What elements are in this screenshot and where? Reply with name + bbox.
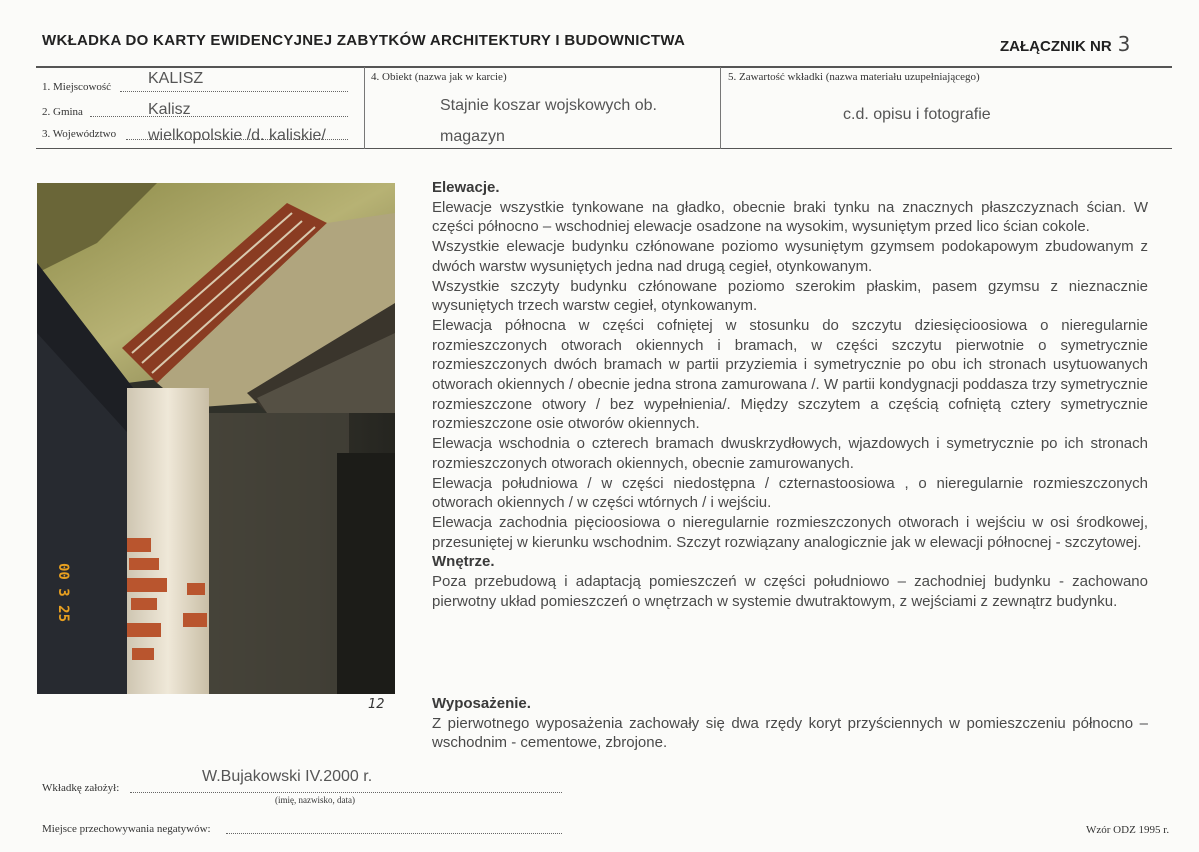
voivodeship-label: 3. Województwo xyxy=(42,128,117,140)
header-bottom-rule xyxy=(36,148,1172,149)
annex-label xyxy=(1000,32,1130,56)
author-label: Wkładkę założył: xyxy=(42,782,120,794)
negatives-label: Miejsce przechowywania negatywów: xyxy=(42,823,211,835)
photo-date-stamp: 00 3 25 xyxy=(55,563,71,623)
equipment-paragraph: Z pierwotnego wyposażenia zachowały się dwa rzędy koryt przyściennych w pomieszczeniu północno – wschodnim - cementowe, zbrojone. xyxy=(432,714,1148,752)
elevations-heading: Elewacje. xyxy=(432,179,500,196)
elevations-paragraph-4: Elewacja północna w części cofniętej w stosunku do szczytu dziesięcioosiowa o nieregularnie rozmieszczonych otworach okiennych i bramach, w części szczytu pierwotnie o symetrycznie rozmieszczonych dwóch bramach w partii przyziemia i symetrycznie po obu ich stronach usytuowanych otworach okiennych / obecnie jedna strona zamurowana /. W partii kondygnacji poddasza trzy symetrycznie rozmieszczone otwory / bez wypełnienia/. Między szczytem a częścią cofniętą cztery symetrycznie rozmieszczone osie otworów okiennych. xyxy=(432,316,1148,433)
content-label: 5. Zawartość wkładki (nazwa materiału uzupełniającego) xyxy=(728,71,980,83)
elevations-paragraph-5: Elewacja wschodnia o czterech bramach dwuskrzydłowych, wjazdowych i symetrycznie po ich stronach rozmieszczonych otworach okiennych, obecnie zamurowanych. xyxy=(432,435,1148,472)
photo-number: 12 xyxy=(368,697,385,712)
elevations-paragraph-2: Wszystkie elewacje budynku człónowane poziomo wysuniętym gzymsem podokapowym zbudowanym z dwóch warstw wysuniętych jedna nad drugą cegieł, otynkowanym. xyxy=(432,238,1148,275)
form-code: Wzór ODZ 1995 r. xyxy=(1086,824,1170,836)
elevations-paragraph-1: Elewacje wszystkie tynkowane na gładko, obecnie braki tynku na znacznych płaszczyznach ścian. W części północno – wschodniej elewacje osadzone na wysokim, wysuniętym przed lico ścian cokole. xyxy=(432,198,1148,236)
object-value-line2: magazyn xyxy=(440,128,505,145)
header-top-rule xyxy=(36,66,1172,68)
interior-heading: Wnętrze. xyxy=(432,553,495,571)
commune-value: Kalisz xyxy=(148,101,191,118)
column-divider-1 xyxy=(364,67,365,149)
elevations-paragraph-7: Elewacja zachodnia pięcioosiowa o nieregularnie rozmieszczonych otworach i wejściu w osi środkowej, przesuniętej w kierunku wschodnim. Szczyt rozwiązany analogicznie jak w elewacji północnej - szczytowej. xyxy=(432,513,1148,551)
author-value: W.Bujakowski IV.2000 r. xyxy=(202,768,373,785)
interior-photo-graphic xyxy=(37,183,395,694)
column-divider-2 xyxy=(720,67,721,149)
voivodeship-value: wielkopolskie /d. kaliskie/ xyxy=(148,127,326,144)
locality-label: 1. Miejscowość xyxy=(42,81,112,93)
annex-number: 3 xyxy=(1117,32,1131,56)
content-value: c.d. opisu i fotografie xyxy=(843,106,991,123)
object-label: 4. Obiekt (nazwa jak w karcie) xyxy=(371,71,507,83)
interior-paragraph: Poza przebudową i adaptacją pomieszczeń w części południowo – zachodniej budynku - zachowano pierwotny układ pomieszczeń o wnętrzach w systemie dwutraktowym, z wejściami z zewnątrz budynku. xyxy=(432,573,1148,610)
author-dots xyxy=(130,792,562,793)
locality-dots xyxy=(120,91,348,92)
document-title: WKŁADKA DO KARTY EWIDENCYJNEJ ZABYTKÓW ARCHITEKTURY I BUDOWNICTWA xyxy=(42,32,686,49)
author-hint: (imię, nazwisko, data) xyxy=(275,795,355,805)
equipment-section xyxy=(432,694,1148,753)
commune-dots xyxy=(90,116,348,117)
equipment-heading: Wyposażenie. xyxy=(432,695,531,712)
negatives-dots xyxy=(226,833,562,834)
object-value-line1: Stajnie koszar wojskowych ob. xyxy=(440,97,657,114)
locality-value: KALISZ xyxy=(148,70,204,87)
description-section xyxy=(432,178,1148,611)
elevations-paragraph-3: Wszystkie szczyty budynku człónowane poziomo szerokim płaskim, pasem gzymsu z nieznacznie wysuniętych trzech warstw cegieł, otynkowanym. xyxy=(432,277,1148,315)
interior-photo xyxy=(37,183,395,694)
annex-label-text: ZAŁĄCZNIK NR xyxy=(1000,38,1112,55)
commune-label: 2. Gmina xyxy=(42,106,83,118)
elevations-paragraph-6: Elewacja południowa / w części niedostępna / czternastoosiowa , o nieregularnie rozmieszczonych otworach okiennych / w części wtórnych / i wejściu. xyxy=(432,474,1148,512)
